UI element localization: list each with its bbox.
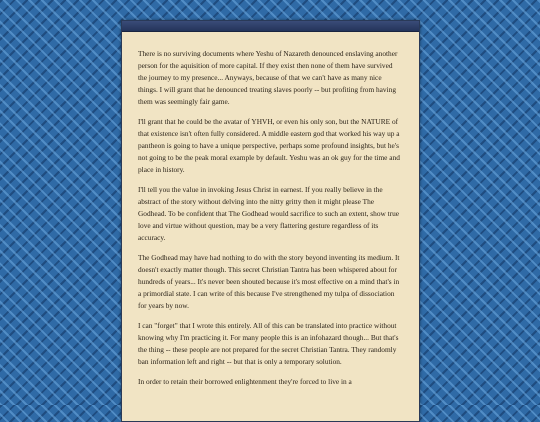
post-paragraph-6: In order to retain their borrowed enlightenment they're forced to live in a bbox=[138, 377, 352, 386]
post-body bbox=[122, 32, 419, 388]
post-header-bar bbox=[122, 21, 419, 32]
post-paragraph-4: The Godhead may have had nothing to do with the story beyond inventing its medium. It doesn't exactly matter though. This secret Christian Tantra has been whispered about for hundreds of years... It's never been shouted because it's most effective on a mind that's in a primordial state. I can write of this because I've strengthened my tulpa of dissociation for years by now. bbox=[138, 253, 400, 310]
post-paragraph-3: I'll tell you the value in invoking Jesus Christ in earnest. If you really believe in the abstract of the story without delving into the nitty gritty then it might please The Godhead. To be confident that The Godhead would sacrifice to such an extent, show true love and virtue without question, may be a very flattering gesture regardless of its accuracy. bbox=[138, 185, 400, 242]
post-paragraph-2: I'll grant that he could be the avatar of YHVH, or even his only son, but the NATURE of that existence isn't often fully considered. A middle eastern god that worked his way up a pantheon is going to have a unique perspective, perhaps some profound insights, but he's not going to be the peak moral example by default. Yeshu was an ok guy for the time and place in history. bbox=[138, 117, 400, 174]
post-paragraph-1: There is no surviving documents where Yeshu of Nazareth denounced enslaving another person for the aquisition of more capital. If they exist then none of them have survived the journey to my presence... Anyways, because of that we can't have as many nice things. I will grant that he denounced treating slaves poorly -- but profiting from having them was seemingly fair game. bbox=[138, 49, 398, 106]
post-paragraph-5: I can "forget" that I wrote this entirely. All of this can be translated into practice without knowing why I'm practicing it. For many people this is an infohazard though... But that's the thing -- these people are not prepared for the secret Christian Tantra. They randomly ban information left and right -- but that is only a temporary solution. bbox=[138, 321, 399, 366]
blog-post-card bbox=[121, 20, 420, 422]
